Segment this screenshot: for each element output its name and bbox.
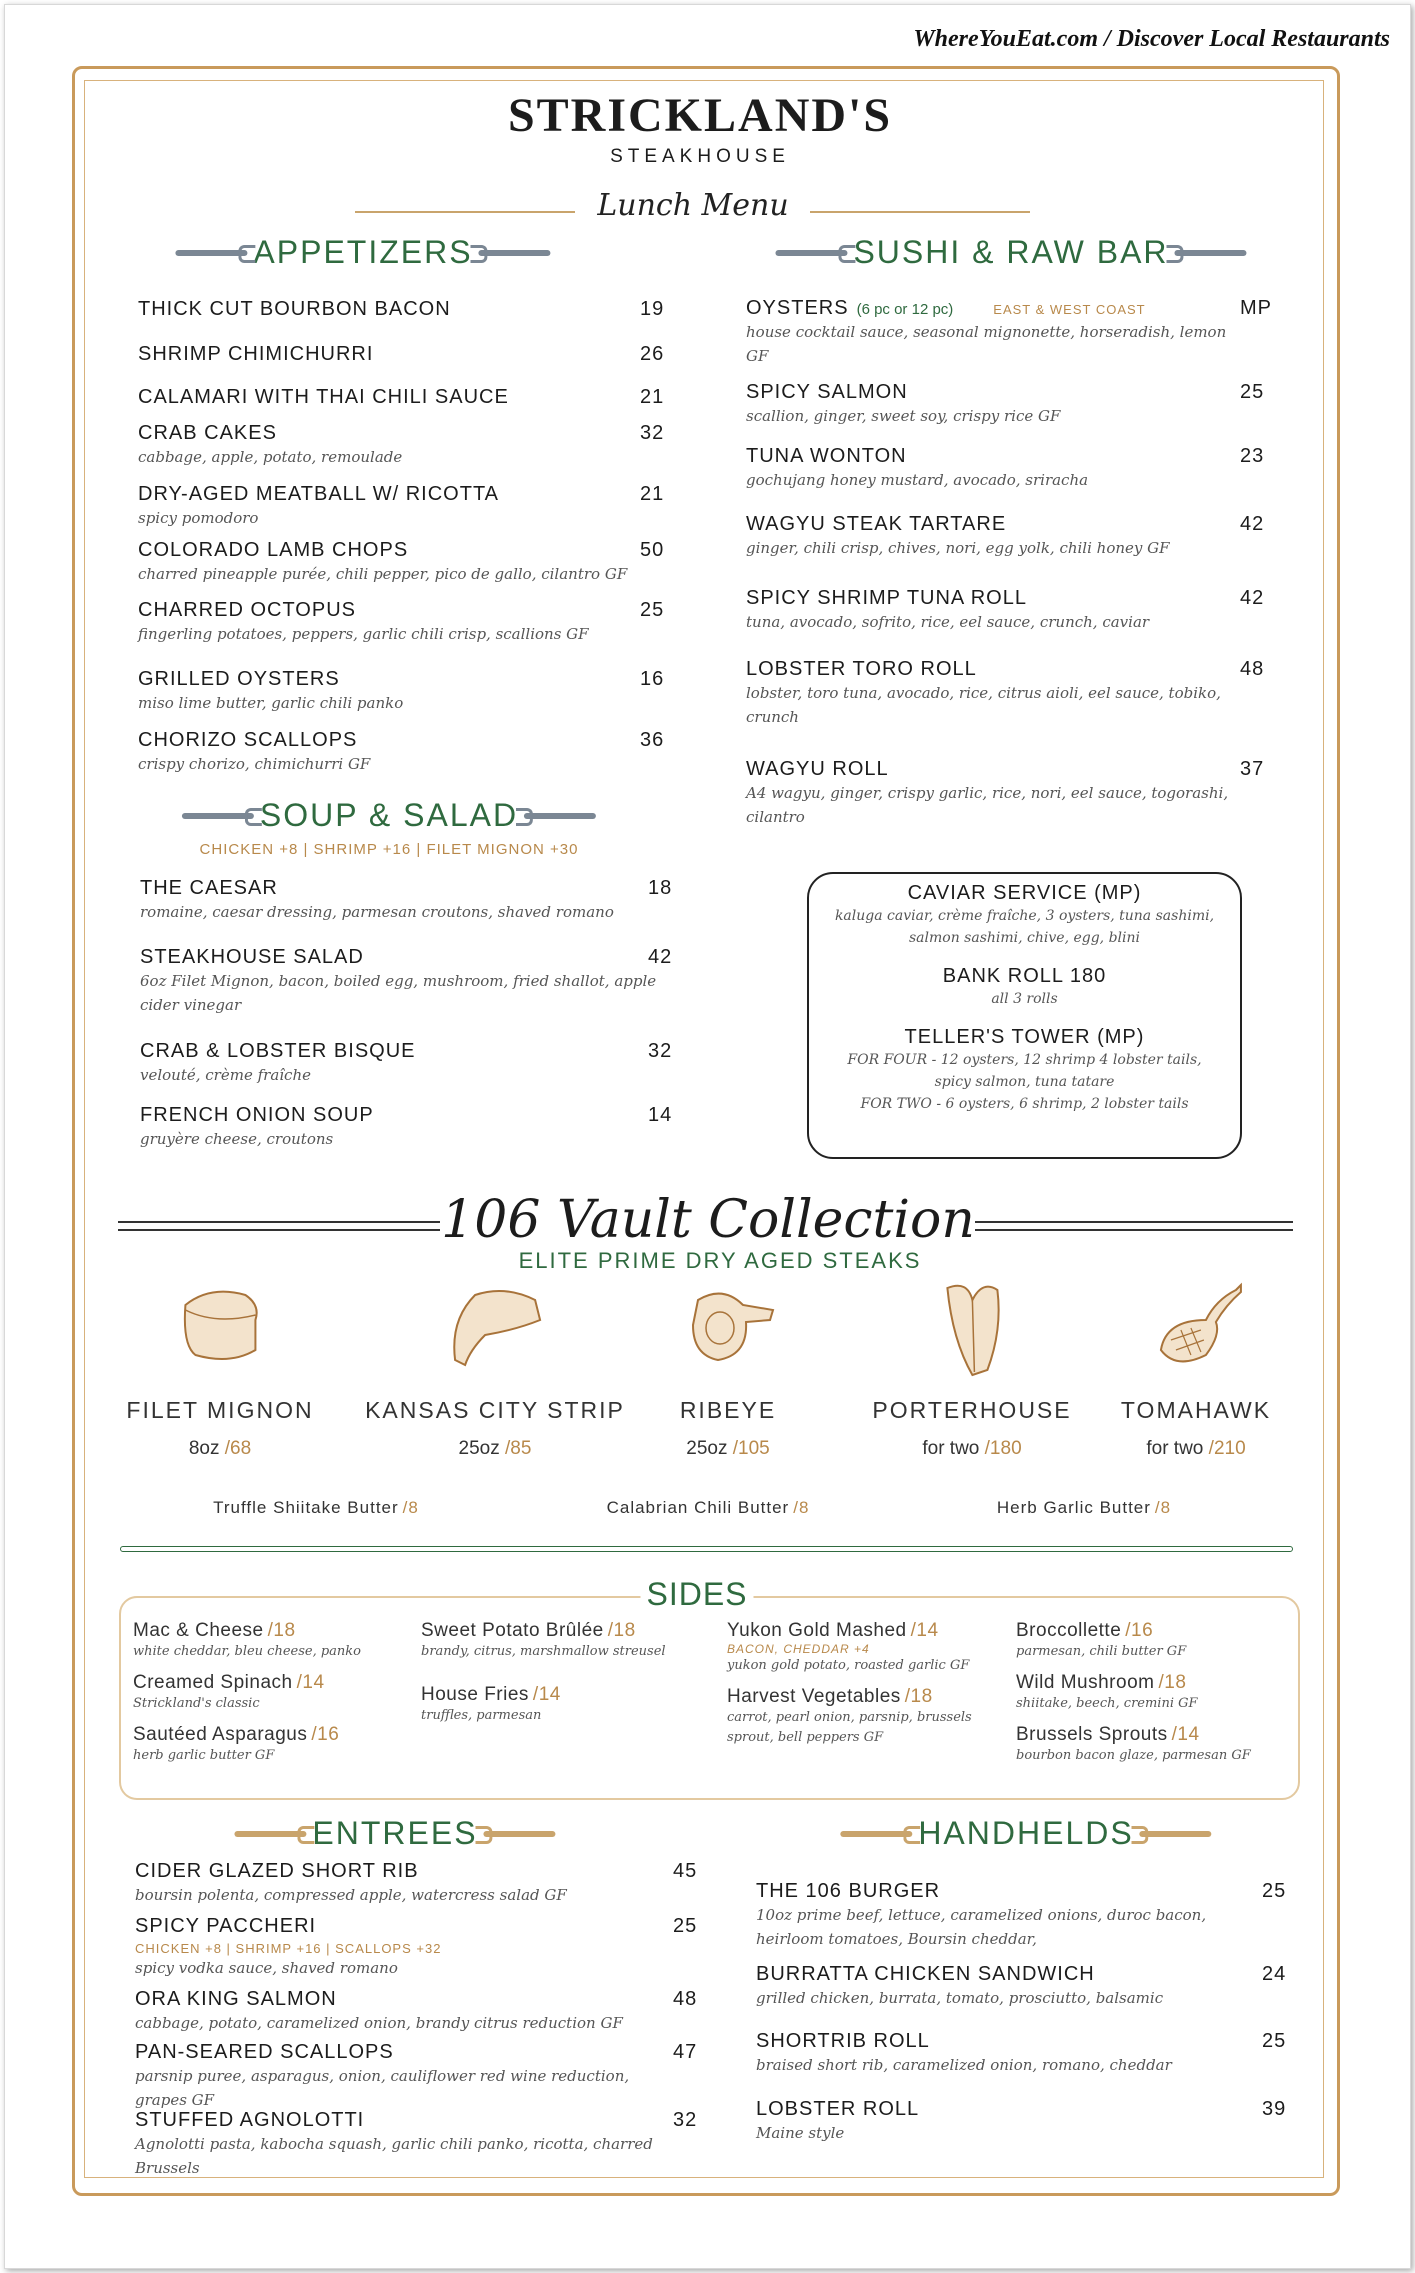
item-price: 26 <box>640 343 665 365</box>
side-name: Yukon Gold Mashed <box>727 1620 907 1641</box>
item-price: 36 <box>640 729 665 751</box>
side-item <box>421 1684 691 1726</box>
item-name <box>746 658 1236 681</box>
special-description: all 3 rolls <box>991 991 1058 1007</box>
side-price: /14 <box>532 1684 561 1705</box>
item-price: 23 <box>1240 445 1265 467</box>
item-price: MP <box>1240 297 1272 319</box>
item-description: ginger, chili crisp, chives, nori, egg yolk, chili honey GF <box>746 539 1170 557</box>
item-name-text: THICK CUT BOURBON BACON <box>138 298 451 320</box>
item-price: 37 <box>1240 758 1265 780</box>
side-name-line <box>727 1686 997 1708</box>
site-watermark: WhereYouEat.com / Discover Local Restaurants <box>913 26 1390 52</box>
item-description: A4 wagyu, ginger, crispy garlic, rice, nori, eel sauce, togorashi, cilantro <box>746 784 1229 826</box>
item-description: grilled chicken, burrata, tomato, prosciutto, balsamic <box>756 1989 1164 2007</box>
item-description: spicy pomodoro <box>138 509 259 527</box>
side-name: Mac & Cheese <box>133 1620 264 1641</box>
item-name <box>140 877 660 900</box>
item-description: miso lime butter, garlic chili panko <box>138 694 404 712</box>
item-description: 10oz prime beef, lettuce, caramelized onions, duroc bacon, heirloom tomatoes, Boursin cheddar, <box>756 1906 1207 1948</box>
side-item <box>133 1724 403 1766</box>
side-name-line <box>133 1620 403 1642</box>
menu-item <box>138 386 678 409</box>
butter-addon <box>607 1498 810 1518</box>
item-name-text: CHARRED OCTOPUS <box>138 599 356 621</box>
item-price: 24 <box>1262 1963 1287 1985</box>
side-name-line <box>1016 1672 1286 1694</box>
item-name <box>756 1880 1276 1903</box>
item-name <box>135 2109 665 2132</box>
steak-size: 25oz <box>686 1438 728 1459</box>
item-name-text: LOBSTER TORO ROLL <box>746 658 977 680</box>
item-description: cabbage, potato, caramelized onion, brandy citrus reduction GF <box>135 2014 623 2032</box>
special-description: kaluga caviar, crème fraîche, 3 oysters, tuna sashimi, <box>834 908 1215 924</box>
fork-icon <box>1175 250 1247 256</box>
side-name: Sweet Potato Brûlée <box>421 1620 604 1641</box>
item-name <box>140 1104 660 1127</box>
steak-name: RIBEYE <box>679 1397 777 1423</box>
item-description: cabbage, apple, potato, remoulade <box>138 448 403 466</box>
fork-icon <box>234 1831 306 1837</box>
ribeye-icon <box>673 1280 783 1385</box>
side-name: Wild Mushroom <box>1016 1672 1155 1693</box>
item-price: 25 <box>640 599 665 621</box>
fork-icon <box>182 813 254 819</box>
item-name <box>138 599 678 622</box>
restaurant-subtitle: STEAKHOUSE <box>610 146 790 167</box>
item-name-text: CRAB & LOBSTER BISQUE <box>140 1040 416 1062</box>
steak-size: for two <box>1146 1438 1204 1459</box>
side-name-line <box>133 1724 403 1746</box>
item-description: fingerling potatoes, peppers, garlic chili crisp, scallions GF <box>138 625 589 643</box>
special-item <box>809 882 1240 949</box>
butter-price: /8 <box>793 1498 810 1517</box>
item-name <box>138 386 678 409</box>
item-description: braised short rib, caramelized onion, romano, cheddar <box>756 2056 1172 2074</box>
menu-item <box>746 758 1265 829</box>
side-price: /14 <box>910 1620 939 1641</box>
side-addon: BACON, CHEDDAR +4 <box>727 1642 870 1656</box>
menu-item <box>135 1915 698 1980</box>
item-price: 19 <box>640 298 665 320</box>
section-title: ENTREES <box>312 1815 478 1851</box>
side-price: /16 <box>1125 1620 1154 1641</box>
item-name-text: TUNA WONTON <box>746 445 907 467</box>
item-name-text: COLORADO LAMB CHOPS <box>138 539 409 561</box>
item-price: 39 <box>1262 2098 1287 2120</box>
item-description: Maine style <box>756 2124 845 2142</box>
side-name-line <box>421 1620 691 1642</box>
butter-addon <box>997 1498 1171 1518</box>
special-name: TELLER'S TOWER (MP) <box>904 1026 1145 1048</box>
item-name <box>135 1860 665 1883</box>
steak-price-line <box>673 1438 783 1460</box>
section-header-soup-salad <box>182 797 596 834</box>
item-description: tuna, avocado, sofrito, rice, eel sauce, crunch, caviar <box>746 613 1150 631</box>
fork-icon <box>479 250 551 256</box>
side-description: brandy, citrus, marshmallow streusel <box>421 1644 666 1659</box>
section-header-handhelds <box>840 1815 1211 1852</box>
butter-price: /8 <box>1154 1498 1172 1517</box>
section-header-sides: SIDES <box>640 1576 753 1613</box>
side-description: Strickland's classic <box>133 1696 260 1711</box>
soup-salad-addons: CHICKEN +8 | SHRIMP +16 | FILET MIGNON +30 <box>199 841 579 858</box>
menu-item <box>140 1104 673 1151</box>
side-price: /18 <box>904 1686 933 1707</box>
side-name: Creamed Spinach <box>133 1672 293 1693</box>
item-name-text: STEAKHOUSE SALAD <box>140 946 364 968</box>
item-name-text: OYSTERS <box>746 297 849 319</box>
section-title: APPETIZERS <box>253 234 473 270</box>
item-name <box>756 2098 1276 2121</box>
side-item <box>1016 1672 1286 1714</box>
item-price: 25 <box>673 1915 698 1937</box>
item-tag: EAST & WEST COAST <box>993 302 1146 317</box>
section-title: SOUP & SALAD <box>259 797 519 833</box>
item-price: 48 <box>1240 658 1265 680</box>
section-header-sushi <box>775 234 1246 271</box>
item-name <box>140 1040 660 1063</box>
filet-icon <box>126 1280 313 1385</box>
menu-item <box>746 445 1265 492</box>
item-name-text: SPICY PACCHERI <box>135 1915 317 1937</box>
item-name-text: STUFFED AGNOLOTTI <box>135 2109 365 2131</box>
steak-name: TOMAHAWK <box>1120 1397 1272 1423</box>
menu-item <box>135 1988 698 2035</box>
item-name-text: CALAMARI WITH THAI CHILI SAUCE <box>138 386 509 408</box>
item-price: 42 <box>1240 587 1265 609</box>
item-price: 48 <box>673 1988 698 2010</box>
sides-column <box>727 1620 997 1758</box>
item-name <box>746 297 1236 320</box>
item-description: 6oz Filet Mignon, bacon, boiled egg, mushroom, fried shallot, apple cider vinegar <box>140 972 657 1014</box>
steak-item <box>365 1280 625 1460</box>
item-description: spicy vodka sauce, shaved romano <box>135 1959 398 1977</box>
item-price: 45 <box>673 1860 698 1882</box>
steak-price-line <box>365 1438 625 1460</box>
menu-item <box>756 2098 1287 2145</box>
item-description: crispy chorizo, chimichurri GF <box>138 755 371 773</box>
side-price: /18 <box>267 1620 296 1641</box>
item-name-text: GRILLED OYSTERS <box>138 668 340 690</box>
section-header-entrees <box>234 1815 555 1852</box>
steak-price: /210 <box>1208 1438 1246 1459</box>
divider <box>118 1221 440 1231</box>
special-name: CAVIAR SERVICE (MP) <box>907 882 1142 904</box>
side-name-line <box>1016 1620 1286 1642</box>
sides-column <box>1016 1620 1286 1776</box>
menu-item <box>135 2109 698 2180</box>
divider <box>120 1546 1293 1552</box>
menu-item <box>756 2030 1287 2077</box>
section-header-appetizers <box>175 234 550 271</box>
section-title: SUSHI & RAW BAR <box>853 234 1169 270</box>
menu-item <box>138 668 678 715</box>
steak-name: PORTERHOUSE <box>872 1397 1072 1423</box>
item-name-text: CRAB CAKES <box>138 422 277 444</box>
item-name <box>746 587 1236 610</box>
item-price: 21 <box>640 386 665 408</box>
item-price: 16 <box>640 668 665 690</box>
butter-name: Herb Garlic Butter <box>996 1498 1151 1517</box>
item-name <box>140 946 660 969</box>
item-name-text: THE CAESAR <box>140 877 278 899</box>
butter-price: /8 <box>402 1498 419 1517</box>
item-price: 14 <box>648 1104 673 1126</box>
specials-box <box>807 872 1242 1159</box>
item-name <box>135 1988 665 2011</box>
menu-item <box>140 877 673 924</box>
item-name-text: FRENCH ONION SOUP <box>140 1104 374 1126</box>
item-name <box>138 729 678 752</box>
item-price: 25 <box>1262 1880 1287 1902</box>
fork-icon <box>775 250 847 256</box>
menu-item <box>746 297 1272 368</box>
item-count-note: (6 pc or 12 pc) <box>856 301 954 318</box>
item-name <box>138 422 678 445</box>
fork-icon <box>524 813 596 819</box>
menu-item <box>756 1963 1287 2010</box>
tomahawk-icon <box>1121 1280 1271 1385</box>
item-name <box>135 1915 665 1938</box>
item-name <box>756 1963 1276 1986</box>
item-name-text: SHRIMP CHIMICHURRI <box>138 343 374 365</box>
steak-price-line <box>126 1438 313 1460</box>
vault-title: 106 Vault Collection <box>441 1190 975 1250</box>
item-description: Agnolotti pasta, kabocha squash, garlic chili panko, ricotta, charred Brussels <box>135 2135 653 2177</box>
item-name <box>138 668 678 691</box>
item-price: 47 <box>673 2041 698 2063</box>
special-description: salmon sashimi, chive, egg, blini <box>909 930 1140 946</box>
fork-icon <box>840 1831 912 1837</box>
side-item <box>727 1686 997 1748</box>
side-name-line <box>727 1620 997 1642</box>
steak-item <box>126 1280 313 1460</box>
steak-size: 25oz <box>458 1438 500 1459</box>
item-price: 32 <box>648 1040 673 1062</box>
item-name-text: SPICY SHRIMP TUNA ROLL <box>746 587 1027 609</box>
menu-item <box>138 599 678 646</box>
item-name-text: CHORIZO SCALLOPS <box>138 729 358 751</box>
side-description: truffles, parmesan <box>421 1708 542 1723</box>
menu-item <box>138 483 678 530</box>
item-name <box>138 343 678 366</box>
steak-price-line <box>1121 1438 1271 1460</box>
steak-price-line <box>872 1438 1071 1460</box>
menu-item <box>138 298 678 321</box>
item-description: parsnip puree, asparagus, onion, cauliflower red wine reduction, grapes GF <box>135 2067 630 2109</box>
side-description: herb garlic butter GF <box>133 1748 275 1763</box>
item-description: gochujang honey mustard, avocado, sriracha <box>746 471 1089 489</box>
item-name <box>135 2041 665 2064</box>
butter-addon <box>213 1498 419 1518</box>
item-price: 32 <box>673 2109 698 2131</box>
side-name: Harvest Vegetables <box>727 1686 901 1707</box>
item-name-text: WAGYU STEAK TARTARE <box>746 513 1007 535</box>
steak-size: for two <box>922 1438 980 1459</box>
steak-name: KANSAS CITY STRIP <box>365 1397 625 1423</box>
item-description: charred pineapple purée, chili pepper, pico de gallo, cilantro GF <box>138 565 628 583</box>
menu-item <box>746 381 1265 428</box>
steak-name: FILET MIGNON <box>126 1397 314 1423</box>
menu-item <box>138 422 678 469</box>
item-description: velouté, crème fraîche <box>140 1066 311 1084</box>
side-description: bourbon bacon glaze, parmesan GF <box>1016 1748 1251 1763</box>
side-name: House Fries <box>421 1684 529 1705</box>
special-description: FOR TWO - 6 oysters, 6 shrimp, 2 lobster tails <box>860 1096 1189 1112</box>
divider <box>355 211 575 213</box>
sides-column <box>421 1620 691 1736</box>
side-price: /18 <box>607 1620 636 1641</box>
side-item <box>1016 1724 1286 1766</box>
menu-item <box>135 1860 698 1907</box>
item-description: scallion, ginger, sweet soy, crispy rice GF <box>746 407 1061 425</box>
side-name: Broccollette <box>1016 1620 1122 1641</box>
restaurant-title: STRICKLAND'S <box>507 89 893 142</box>
side-description: white cheddar, bleu cheese, panko <box>133 1644 361 1659</box>
menu-item <box>140 1040 673 1087</box>
item-name-text: PAN-SEARED SCALLOPS <box>135 2041 394 2063</box>
menu-item <box>746 513 1265 560</box>
item-addons: CHICKEN +8 | SHRIMP +16 | SCALLOPS +32 <box>135 1941 442 1956</box>
steak-item <box>673 1280 783 1460</box>
item-description: gruyère cheese, croutons <box>140 1130 334 1148</box>
steak-price: /105 <box>732 1438 770 1459</box>
section-title: HANDHELDS <box>918 1815 1134 1851</box>
special-name: BANK ROLL 180 <box>942 965 1107 987</box>
item-price: 25 <box>1240 381 1265 403</box>
item-name <box>138 539 678 562</box>
menu-item <box>746 658 1265 729</box>
item-price: 42 <box>648 946 673 968</box>
side-name: Sautéed Asparagus <box>133 1724 308 1745</box>
steak-item <box>872 1280 1071 1460</box>
sides-column <box>133 1620 403 1776</box>
item-name <box>746 445 1236 468</box>
side-description: yukon gold potato, roasted garlic GF <box>727 1658 970 1673</box>
side-name-line <box>133 1672 403 1694</box>
item-price: 32 <box>640 422 665 444</box>
menu-item <box>140 946 673 1017</box>
item-price: 18 <box>648 877 673 899</box>
side-price: /18 <box>1158 1672 1187 1693</box>
special-item <box>809 965 1240 1010</box>
item-name-text: SHORTRIB ROLL <box>756 2030 930 2052</box>
item-name-text: DRY-AGED MEATBALL W/ RICOTTA <box>138 483 500 505</box>
menu-item <box>135 2041 698 2112</box>
strip-icon <box>365 1280 625 1385</box>
item-name <box>746 381 1236 404</box>
fork-icon <box>175 250 247 256</box>
vault-subtitle: ELITE PRIME DRY AGED STEAKS <box>518 1248 922 1273</box>
side-item <box>421 1620 691 1662</box>
item-name-text: THE 106 BURGER <box>756 1880 941 1902</box>
menu-label: Lunch Menu <box>597 188 789 223</box>
side-item <box>727 1620 997 1676</box>
butter-name: Truffle Shiitake Butter <box>213 1498 399 1517</box>
side-name-line <box>1016 1724 1286 1746</box>
item-description: house cocktail sauce, seasonal mignonette, horseradish, lemon GF <box>746 323 1227 365</box>
side-price: /16 <box>311 1724 340 1745</box>
side-description: carrot, pearl onion, parsnip, brussels sprout, bell peppers GF <box>727 1710 972 1745</box>
steak-price: /180 <box>984 1438 1022 1459</box>
item-name <box>756 2030 1276 2053</box>
item-name-text: LOBSTER ROLL <box>756 2098 920 2120</box>
item-name <box>746 513 1236 536</box>
menu-item <box>138 343 678 366</box>
item-price: 42 <box>1240 513 1265 535</box>
side-item <box>133 1672 403 1714</box>
side-description: shiitake, beech, cremini GF <box>1016 1696 1198 1711</box>
special-item <box>809 1026 1240 1115</box>
divider <box>810 211 1030 213</box>
menu-item <box>138 539 678 586</box>
divider <box>975 1221 1293 1231</box>
item-name-text: SPICY SALMON <box>746 381 908 403</box>
side-description: parmesan, chili butter GF <box>1016 1644 1187 1659</box>
item-name <box>746 758 1236 781</box>
steak-price: /85 <box>505 1438 532 1459</box>
special-description: spicy salmon, tuna tatare <box>934 1074 1115 1090</box>
side-name: Brussels Sprouts <box>1016 1724 1168 1745</box>
steak-item <box>1121 1280 1271 1460</box>
item-price: 21 <box>640 483 665 505</box>
porterhouse-icon <box>872 1280 1071 1385</box>
item-description: lobster, toro tuna, avocado, rice, citrus aioli, eel sauce, tobiko, crunch <box>746 684 1221 726</box>
fork-icon <box>484 1831 556 1837</box>
item-name <box>138 298 678 321</box>
menu-item <box>756 1880 1287 1951</box>
fork-icon <box>1140 1831 1212 1837</box>
item-name-text: WAGYU ROLL <box>746 758 889 780</box>
side-name-line <box>421 1684 691 1706</box>
item-name <box>138 483 678 506</box>
steak-price: /68 <box>224 1438 252 1459</box>
side-item <box>1016 1620 1286 1662</box>
item-description: romaine, caesar dressing, parmesan croutons, shaved romano <box>140 903 614 921</box>
item-price: 25 <box>1262 2030 1287 2052</box>
side-price: /14 <box>1171 1724 1200 1745</box>
item-name-text: BURRATTA CHICKEN SANDWICH <box>756 1963 1095 1985</box>
item-description: boursin polenta, compressed apple, watercress salad GF <box>135 1886 567 1904</box>
special-description: FOR FOUR - 12 oysters, 12 shrimp 4 lobster tails, <box>847 1052 1202 1068</box>
menu-item <box>746 587 1265 634</box>
item-name-text: ORA KING SALMON <box>135 1988 337 2010</box>
side-price: /14 <box>296 1672 325 1693</box>
item-name-text: CIDER GLAZED SHORT RIB <box>135 1860 419 1882</box>
menu-item <box>138 729 678 776</box>
side-item <box>133 1620 403 1662</box>
item-price: 50 <box>640 539 665 561</box>
butter-name: Calabrian Chili Butter <box>606 1498 790 1517</box>
steak-size: 8oz <box>188 1438 220 1459</box>
